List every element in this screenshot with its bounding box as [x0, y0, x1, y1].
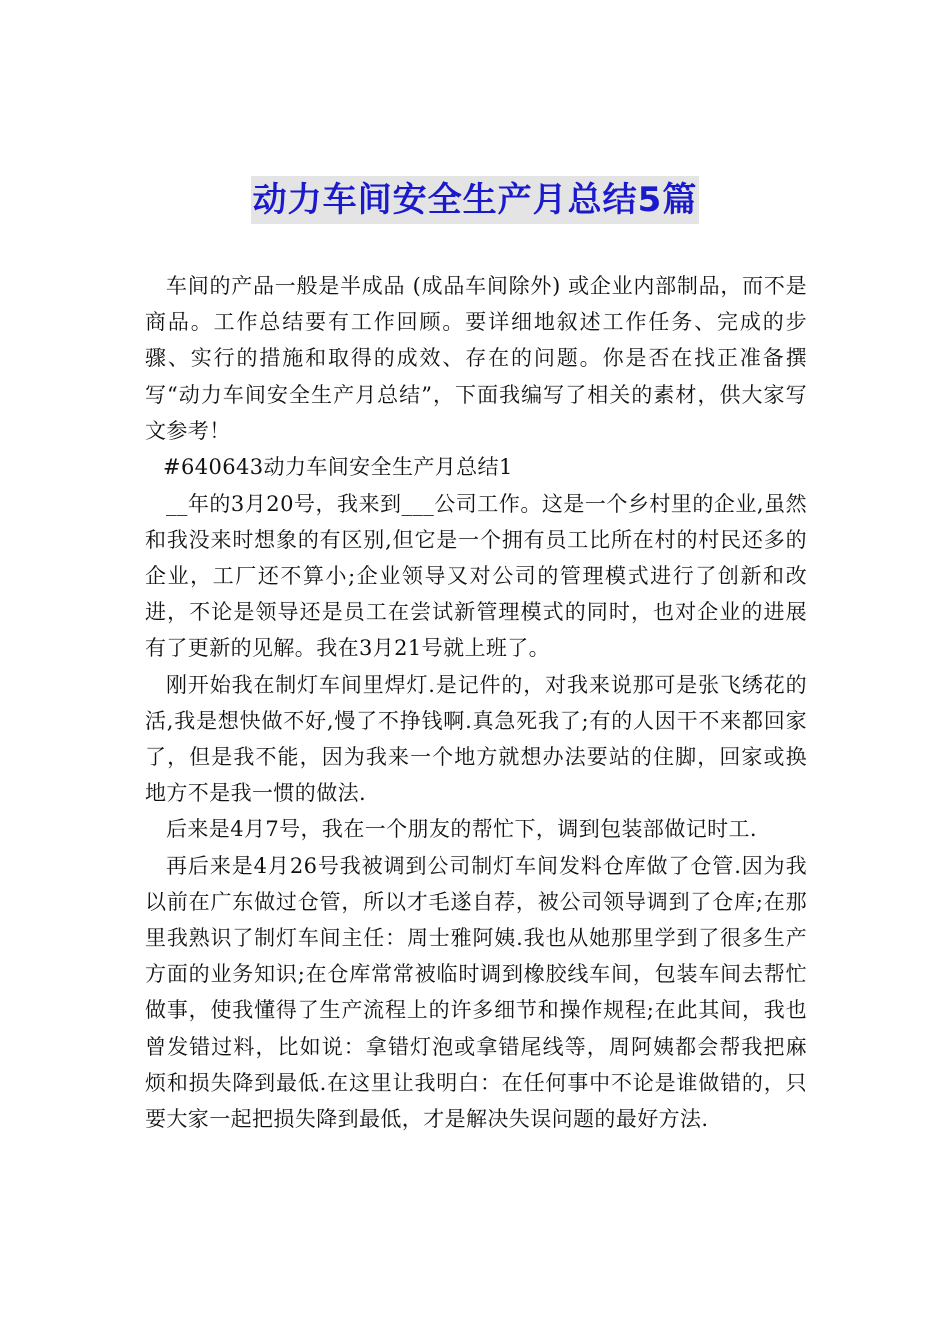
intro-paragraph: 车间的产品一般是半成品 (成品车间除外) 或企业内部制品，而不是商品。工作总结要有工作回顾。要详细地叙述工作任务、完成的步骤、实行的措施和取得的成效、存在的问题。你是否在找正准备撰写“动力车间安全生产月总结”，下面我编写了相关的素材，供大家写文参考！: [145, 274, 807, 443]
body-paragraph: 再后来是4月26号我被调到公司制灯车间发料仓库做了仓管.因为我以前在广东做过仓管，所以才毛遂自荐，被公司领导调到了仓库;在那里我熟识了制灯车间主任：周士雅阿姨.我也从她那里学到了很多生产方面的业务知识;在仓库常常被临时调到橡胶线车间，包装车间去帮忙做事，使我懂得了生产流程上的许多细节和操作规程;在此其间，我也曾发错过料，比如说：拿错灯泡或拿错尾线等，周阿姨都会帮我把麻烦和损失降到最低.在这里让我明白：在任何事中不论是谁做错的，只要大家一起把损失降到最低，才是解决失误问题的最好方法.: [145, 853, 807, 1131]
body-paragraph: 后来是4月7号，我在一个朋友的帮忙下，调到包装部做记时工.: [166, 817, 757, 842]
document-title: 动力车间安全生产月总结5篇: [251, 176, 700, 224]
title-container: [0, 176, 950, 224]
section-heading: #640643动力车间安全生产月总结1: [163, 455, 513, 480]
body-paragraph: 刚开始我在制灯车间里焊灯.是记件的，对我来说那可是张飞绣花的活,我是想快做不好,慢了不挣钱啊.真急死我了;有的人因干不来都回家了，但是我不能，因为我来一个地方就想办法要站的住脚，回家或换地方不是我一惯的做法.: [145, 672, 807, 806]
body-paragraph: __年的3月20号，我来到___公司工作。这是一个乡村里的企业,虽然和我没来时想象的有区别,但它是一个拥有员工比所在村的村民还多的企业，工厂还不算小;企业领导又对公司的管理模式进行了创新和改进，不论是领导还是员工在尝试新管理模式的同时，也对企业的进展有了更新的见解。我在3月21号就上班了。: [145, 491, 807, 661]
document-body: [145, 268, 807, 1137]
